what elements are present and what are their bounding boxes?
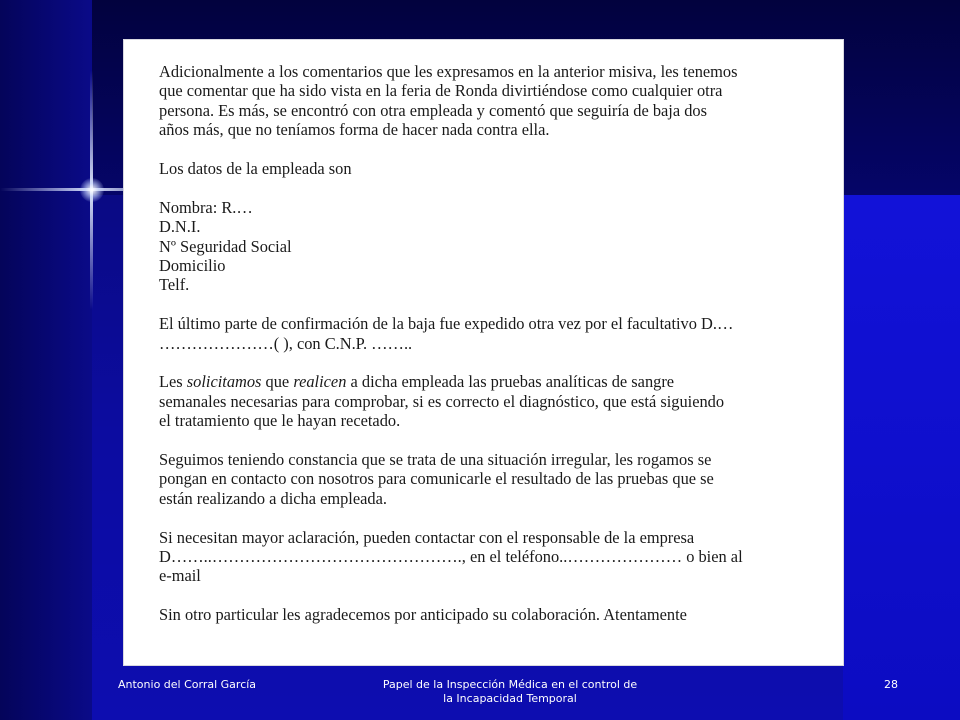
letter-body bbox=[159, 62, 809, 625]
letter-closing: Sin otro particular les agradecemos por anticipado su colaboración. Atentamente bbox=[159, 605, 687, 625]
letter-line: Adicionalmente a los comentarios que les expresamos en la anterior misiva, les tenemos bbox=[159, 62, 738, 81]
letter-line: años más, que no teníamos forma de hacer nada contra ella. bbox=[159, 120, 550, 140]
letter-line: D……..………………………………………., en el teléfono..………………… o bien al bbox=[159, 547, 743, 567]
employee-field-phone: Telf. bbox=[159, 275, 190, 295]
footer-author: Antonio del Corral García bbox=[118, 678, 257, 691]
footer-title-line1: Papel de la Inspección Médica en el control de bbox=[382, 678, 638, 691]
letter-line: …………………( ), con C.N.P. …….. bbox=[159, 333, 413, 353]
employee-field-dni: D.N.I. bbox=[159, 217, 201, 237]
employee-field-social-security: Nº Seguridad Social bbox=[159, 236, 292, 256]
letter-line: semanales necesarias para comprobar, si es correcto el diagnóstico, que está siguiendo bbox=[159, 391, 725, 411]
employee-field-name: Nombra: R.… bbox=[159, 197, 253, 217]
letter-line: están realizando a dicha empleada. bbox=[159, 488, 387, 508]
letter-line: Seguimos teniendo constancia que se trata de una situación irregular, les rogamos se bbox=[159, 450, 712, 470]
letter-line: Si necesitan mayor aclaración, pueden contactar con el responsable de la empresa bbox=[159, 527, 695, 547]
footer-title-line2: la Incapacidad Temporal bbox=[443, 692, 577, 705]
letter-line: persona. Es más, se encontró con otra empleada y comentó que seguiría de baja dos bbox=[159, 100, 707, 120]
letter-line: el tratamiento que le hayan recetado. bbox=[159, 411, 401, 431]
background-band-right bbox=[843, 195, 960, 720]
letter-line: El último parte de confirmación de la baja fue expedido otra vez por el facultativo D.… bbox=[159, 314, 734, 334]
employee-field-address: Domicilio bbox=[159, 256, 226, 276]
letter-line: que comentar que ha sido vista en la feria de Ronda divirtiéndose como cualquier otra bbox=[159, 81, 723, 101]
scanned-letter bbox=[124, 40, 843, 665]
letter-line: pongan en contacto con nosotros para comunicarle el resultado de las pruebas que se bbox=[159, 469, 714, 489]
footer-title bbox=[360, 678, 660, 706]
letter-line: Los datos de la empleada son bbox=[159, 159, 352, 179]
page-number: 28 bbox=[884, 678, 898, 691]
background-band-left bbox=[0, 0, 92, 720]
sparkle-icon bbox=[80, 178, 104, 202]
letter-line-request: Les solicitamos que realicen a dicha empleada las pruebas analíticas de sangre bbox=[159, 372, 675, 392]
letter-line: e-mail bbox=[159, 566, 201, 586]
